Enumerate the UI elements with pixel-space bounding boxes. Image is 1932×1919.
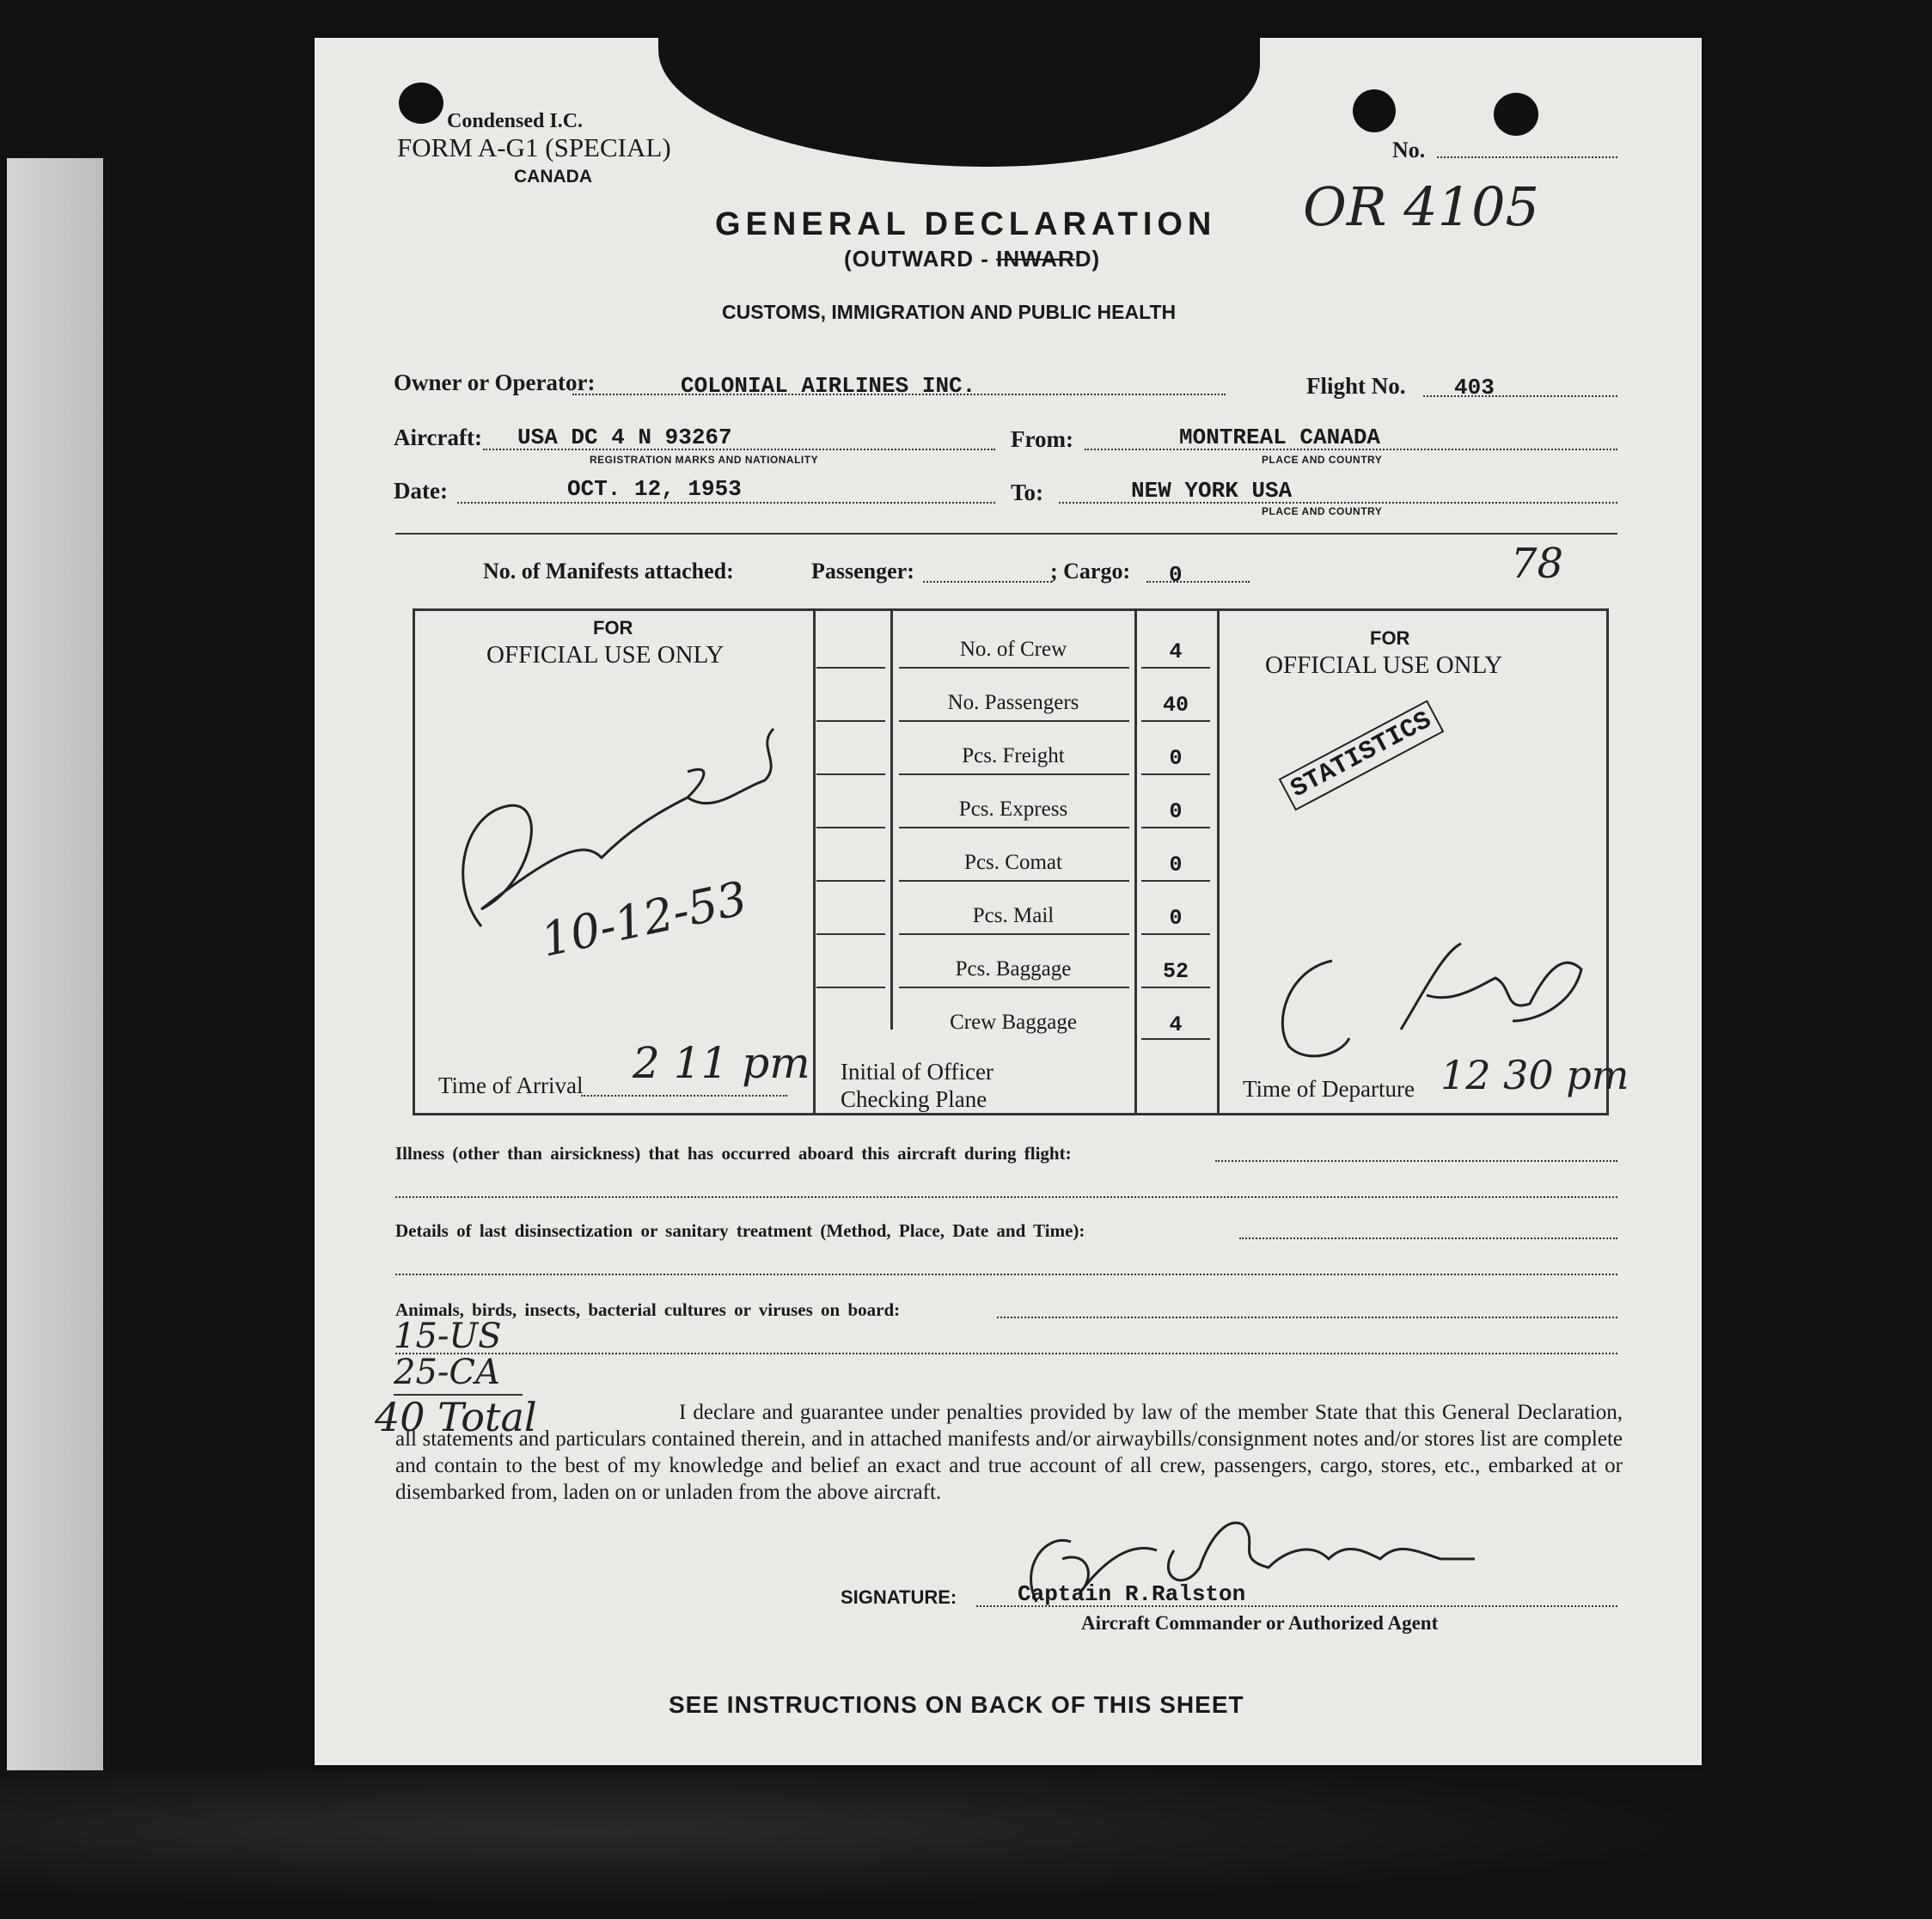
row-rule [899,880,1129,882]
subtitle-inward-struck: INWAR [996,246,1075,272]
signature-caption: Aircraft Commander or Authorized Agent [1081,1612,1439,1634]
row-value: 40 [1162,693,1189,718]
right-official-use: OFFICIAL USE ONLY [1265,651,1503,679]
checking-plane-label: Checking Plane [841,1086,987,1112]
subtitle-outward: (OUTWARD - [844,246,997,272]
form-id: FORM A-G1 (SPECIAL) [397,132,671,162]
box-right [1606,608,1609,1115]
from-value: MONTREAL CANADA [1179,425,1381,450]
official-use-box [413,608,1629,1115]
owner-label: Owner or Operator: [394,370,596,395]
disinsect-line-1 [1239,1238,1617,1239]
box-left [413,608,415,1115]
subheading: CUSTOMS, IMMIGRATION AND PUBLIC HEALTH [722,301,1177,323]
cargo-manifest-line [1146,581,1250,583]
aircraft-value: USA DC 4 N 93267 [517,425,732,450]
general-declaration-form [315,38,1702,1765]
owner-value: COLONIAL AIRLINES INC. [681,373,976,399]
box-bottom [413,1113,1609,1115]
passenger-manifest-line [923,581,1052,583]
row-value-rule [1141,880,1210,882]
row-value-rule [1141,667,1210,669]
passenger-label: Passenger: [811,559,914,584]
scan-background [0,1770,1932,1919]
statistics-stamp: STATISTICS [1279,700,1445,810]
row-rule [899,827,1129,828]
illness-line-1 [1215,1160,1617,1162]
left-for: FOR [593,617,633,639]
row-value-rule [1141,987,1210,988]
time-arrival-label: Time of Arrival [438,1073,584,1098]
punch-hole-right [1494,93,1538,136]
disinsect-line-2 [395,1274,1617,1275]
row-label: No. Passengers [947,691,1079,714]
animals-line-2 [395,1353,1617,1354]
date-line [457,502,995,504]
cargo-label: ; Cargo: [1050,559,1131,584]
box-divider-1 [813,608,816,1115]
number-label: No. [1392,138,1426,162]
punch-hole-left [399,83,443,124]
instructions-footer: SEE INSTRUCTIONS ON BACK OF THIS SHEET [669,1691,1244,1718]
country-label: CANADA [514,167,592,186]
row-value: 0 [1169,799,1183,824]
box-divider-3 [1134,608,1137,1115]
row-label: Pcs. Freight [962,744,1065,767]
row-value-rule [1141,773,1210,775]
illness-line-2 [395,1196,1617,1198]
row-value-rule [1141,720,1210,722]
time-departure-label: Time of Departure [1243,1076,1415,1102]
row-tick [816,933,885,935]
handwritten-78: 78 [1511,540,1564,588]
row-tick [816,667,885,669]
flight-value: 403 [1454,375,1495,400]
row-tick [816,720,885,722]
right-for: FOR [1370,627,1410,649]
row-tick [816,827,885,828]
to-caption: PLACE AND COUNTRY [1262,505,1383,517]
subtitle [844,246,1100,272]
date-label: Date: [394,478,448,504]
aircraft-label: Aircraft: [394,425,482,450]
left-official-use: OFFICIAL USE ONLY [486,641,724,669]
row-rule [899,933,1129,935]
box-divider-4 [1217,608,1220,1115]
row-value: 4 [1169,1012,1183,1037]
row-value: 0 [1169,746,1183,771]
header-divider [395,533,1617,535]
right-official-signature [1255,935,1599,1098]
time-arrival-hand: 2 11 pm [633,1038,810,1088]
from-caption: PLACE AND COUNTRY [1262,454,1383,466]
aircraft-caption: REGISTRATION MARKS AND NATIONALITY [590,454,819,466]
flight-line [1423,395,1617,397]
illness-question: Illness (other than airsickness) that has occurred aboard this aircraft during flight: [395,1143,1072,1164]
row-value-rule [1141,933,1210,935]
backdrop-paper-strip [7,158,103,1890]
animals-question: Animals, birds, insects, bacterial cultures or viruses on board: [395,1299,901,1320]
handwritten-reference: OR 4105 [1303,175,1540,238]
row-tick [816,880,885,882]
left-date-hand: 10-12-53 [536,871,752,968]
row-value: 52 [1162,959,1189,984]
subtitle-end: D) [1074,246,1101,272]
row-label: Pcs. Baggage [955,957,1072,981]
row-rule [899,720,1129,722]
box-divider-2 [890,608,893,1030]
row-label: Pcs. Express [958,798,1068,821]
signature-typed: Captain R.Ralston [1018,1581,1246,1607]
manifests-label: No. of Manifests attached: [483,559,734,584]
box-top [413,608,1609,611]
from-label: From: [1011,426,1073,452]
flight-label: Flight No. [1306,373,1406,399]
row-rule [899,773,1129,775]
to-value: NEW YORK USA [1131,478,1293,504]
number-line [1437,156,1617,158]
time-departure-hand: 12 30 pm [1440,1052,1629,1098]
tally-us: 15-US [394,1317,502,1356]
animals-line-1 [997,1317,1617,1318]
row-value: 4 [1169,639,1183,664]
row-rule [899,667,1129,669]
page-title: GENERAL DECLARATION [715,206,1217,242]
disinsect-question: Details of last disinsectization or sanitary treatment (Method, Place, Date and Time): [395,1220,1085,1241]
row-value: 0 [1169,906,1183,931]
row-tick [816,773,885,775]
row-value-rule [1141,827,1210,828]
to-label: To: [1011,480,1044,505]
punch-hole-middle [1353,89,1396,132]
row-label: No. of Crew [959,638,1067,661]
row-label: Pcs. Comat [964,851,1062,874]
row-tick [816,987,885,988]
declaration-text: I declare and guarantee under penalties provided by law of the member State that this General Declaration, all statements and particulars contained therein, and in attached manifests and/or airwaybills/consignment notes and/or stores list are complete and contain to the best of my knowledge and belief an exact and true account of all crew, passengers, cargo, stores, etc., embarked at or disembarked from, laden on or unladen from the above aircraft. [395,1401,1623,1504]
row-value: 0 [1169,853,1183,877]
condensed-label: Condensed I.C. [447,110,584,132]
cargo-value: 0 [1169,562,1183,588]
signature-label: SIGNATURE: [841,1586,957,1608]
row-rule [899,987,1129,988]
row-value-rule [1141,1038,1210,1040]
row-label: Pcs. Mail [972,904,1055,927]
time-arrival-line [581,1095,787,1097]
row-label: Crew Baggage [950,1011,1077,1034]
torn-corner [658,21,1260,167]
tally-ca: 25-CA [394,1353,500,1392]
date-value: OCT. 12, 1953 [567,476,742,502]
tally-total: 40 Total [375,1394,537,1440]
initial-officer-label: Initial of Officer [841,1059,994,1085]
